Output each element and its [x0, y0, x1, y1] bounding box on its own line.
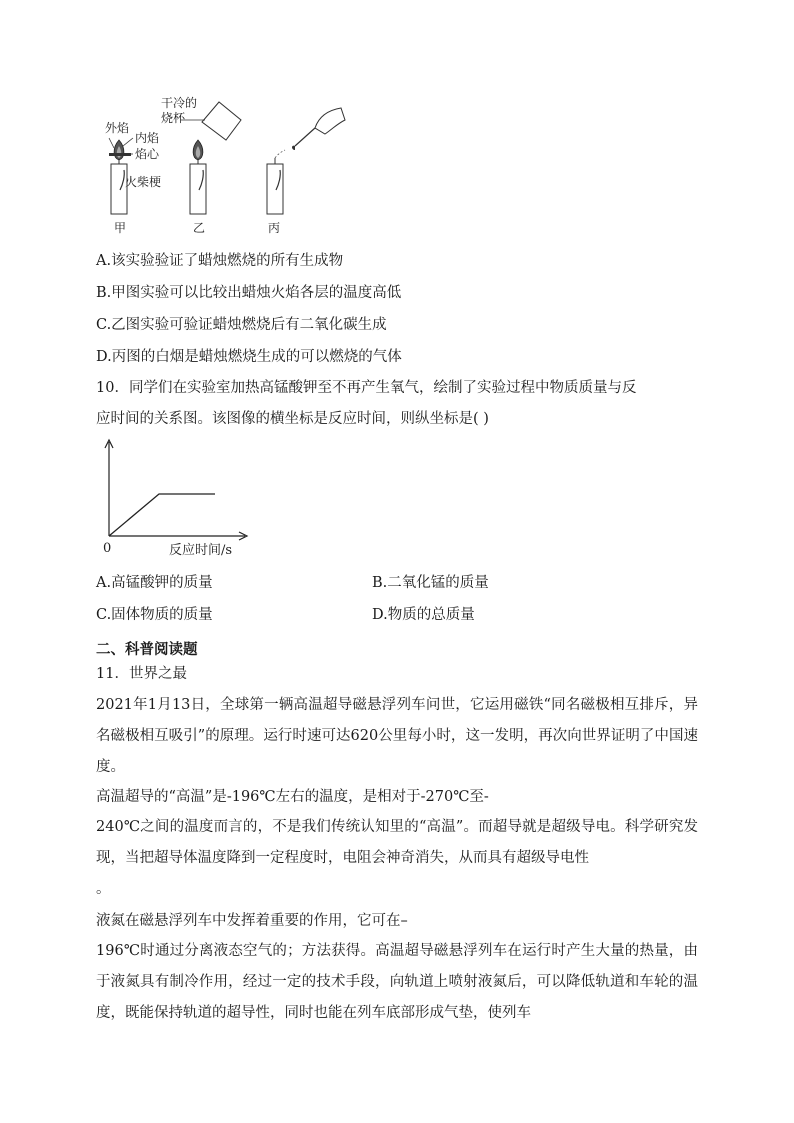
candle-yi — [181, 102, 241, 214]
hand-icon — [315, 108, 345, 134]
q10-stem-line2: 应时间的关系图。该图像的横坐标是反应时间，则纵坐标是( ) — [96, 411, 489, 427]
label-outer-flame: 外焰 — [105, 121, 130, 135]
label-matchstick: 火柴梗 — [125, 175, 162, 189]
label-jia: 甲 — [114, 221, 127, 235]
q9-option-c: C.乙图实验可验证蜡烛燃烧后有二氧化碳生成 — [96, 317, 387, 333]
q10-option-a: A.高锰酸钾的质量 — [96, 575, 213, 591]
q9-option-a: A.该实验验证了蜡烛燃烧的所有生成物 — [96, 253, 344, 269]
label-inner-flame: 内焰 — [135, 131, 160, 145]
q9-option-d: D.丙图的白烟是蜡烛燃烧生成的可以燃烧的气体 — [96, 349, 402, 365]
candle-experiment-figure — [95, 92, 355, 240]
q11-paragraph-3b: 196℃时通过分离液态空气的；方法获得。高温超导磁悬浮列车在运行时产生大量的热量，由于液氮具有制冷作用，经过一定的技术手段，向轨道上喷射液氮后，可以降低轨道和车轮的温度，既能保持轨道的超导性，同时也能在列车底部形成气垫，使列车 — [96, 943, 698, 1021]
q10-option-d: D.物质的总质量 — [372, 607, 475, 623]
q11-paragraph-2a: 高温超导的“高温”是-196℃左右的温度，是相对于-270℃至- — [96, 789, 489, 805]
graph-curve — [109, 494, 215, 536]
q10-option-c: C.固体物质的质量 — [96, 607, 213, 623]
q11-paragraph-3a: 液氮在磁悬浮列车中发挥着重要的作用，它可在– — [96, 913, 408, 929]
mass-time-graph — [95, 438, 265, 560]
graph-origin: 0 — [103, 541, 112, 556]
matchstick — [109, 153, 131, 156]
q11-paragraph-2c: 。 — [96, 881, 111, 897]
q9-option-b: B.甲图实验可以比较出蜡烛火焰各层的温度高低 — [96, 285, 402, 301]
label-flame-core: 焰心 — [135, 147, 160, 161]
candle-bing — [267, 108, 345, 214]
label-bing: 丙 — [268, 221, 281, 235]
q10-stem-line1: 10．同学们在实验室加热高锰酸钾至不再产生氧气，绘制了实验过程中物质质量与反 — [96, 380, 637, 396]
q11-paragraph-2b: 240℃之间的温度而言的，不是我们传统认知里的“高温”。而超导就是超级导电。科学研究发现，当把超导体温度降到一定程度时，电阻会神奇消失，从而具有超级导电性 — [96, 819, 698, 866]
label-yi: 乙 — [193, 221, 206, 235]
q11-paragraph-1: 2021年1月13日，全球第一辆高温超导磁悬浮列车问世，它运用磁铁“同名磁极相互排斥，异名磁极相互吸引”的原理。运行时速可达620公里每小时，这一发明，再次向世界证明了中国速度。 — [96, 697, 698, 775]
section-title: 二、科普阅读题 — [96, 642, 198, 658]
beaker-icon — [202, 102, 241, 140]
q10-option-b: B.二氧化锰的质量 — [372, 575, 489, 591]
graph-xlabel: 反应时间/s — [169, 543, 233, 558]
label-cold-beaker-1: 干冷的 — [161, 96, 198, 110]
label-cold-beaker-2: 烧杯 — [161, 111, 186, 125]
q11-title: 11．世界之最 — [96, 666, 187, 682]
